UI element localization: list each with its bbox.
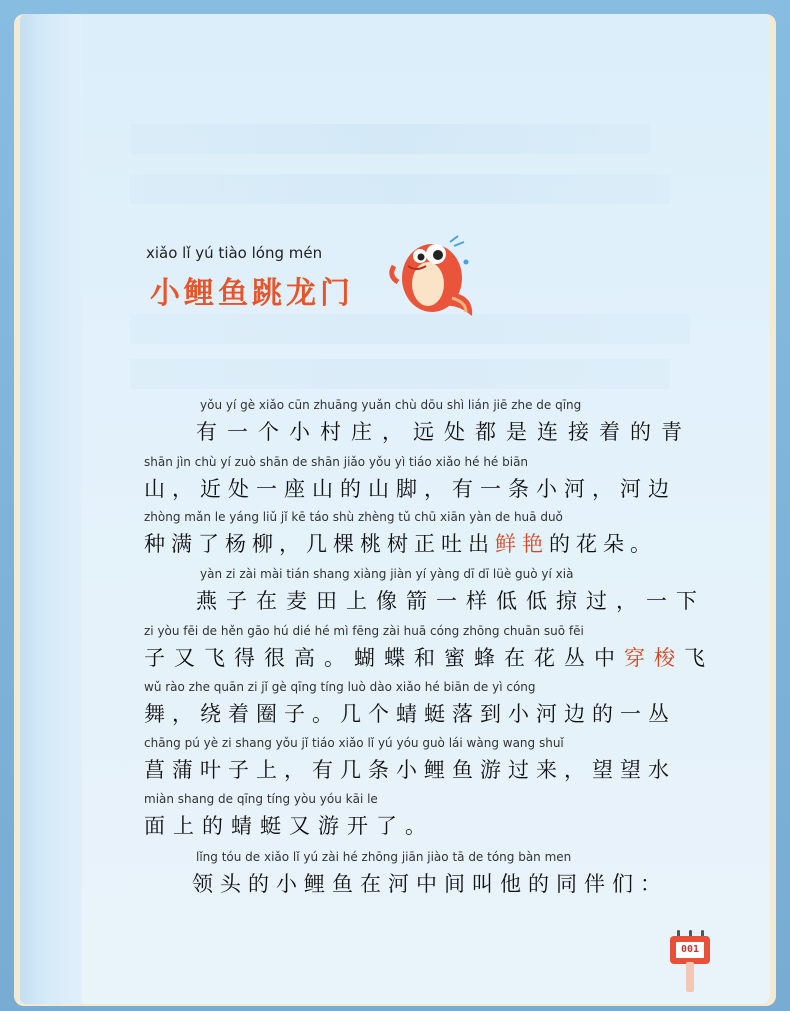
line-pinyin: lǐng tóu de xiǎo lǐ yú zài hé zhōng jiān jiào tā de tóng bàn men (196, 850, 572, 864)
line-text-before: 子又飞得很高。蝴蝶和蜜蜂在花丛中 (144, 646, 624, 670)
line-text: 菖蒲叶子上，有几条小鲤鱼游过来，望望水 (144, 758, 676, 782)
ghost-text-band (130, 359, 670, 389)
line-text: 领头的小鲤鱼在河中间叫他的同伴们： (192, 872, 668, 896)
line-pinyin: chāng pú yè zi shang yǒu jǐ tiáo xiǎo lǐ yú yóu guò lái wàng wang shuǐ (144, 736, 564, 750)
line-text-before: 种满了杨柳，几棵桃树正吐出 (144, 532, 495, 556)
ghost-text-band (130, 174, 670, 204)
text-line-8 (0, 792, 790, 852)
story-title: 小鲤鱼跳龙门 (150, 276, 354, 311)
line-text (144, 642, 714, 672)
line-text (144, 528, 657, 558)
line-text: 燕子在麦田上像箭一样低低掠过，一下 (196, 589, 706, 613)
line-pinyin: zhòng mǎn le yáng liǔ jǐ kē táo shù zhèng tǔ chū xiān yàn de huā duǒ (144, 510, 563, 524)
line-pinyin: yǒu yí gè xiǎo cūn zhuāng yuǎn chù dōu shì lián jiē zhe de qīng (200, 398, 582, 412)
line-pinyin: wǔ rào zhe quān zi jǐ gè qīng tíng luò dào xiǎo hé biān de yì cóng (144, 680, 536, 694)
line-pinyin: zi yòu fēi de hěn gāo hú dié hé mì fēng zài huā cóng zhōng chuān suō fēi (144, 624, 584, 638)
text-line-3 (0, 510, 790, 570)
carp-fish-illustration (388, 232, 484, 320)
ghost-text-band (130, 124, 650, 154)
line-text-after: 飞 (684, 646, 714, 670)
highlight-word: 穿梭 (624, 646, 684, 670)
text-line-5 (0, 624, 790, 684)
line-text: 面上的蜻蜓又游开了。 (144, 814, 434, 838)
line-pinyin: shān jìn chù yí zuò shān de shān jiǎo yǒu yì tiáo xiǎo hé hé biān (144, 455, 529, 469)
text-line-2 (0, 455, 790, 515)
line-text: 有一个小村庄，远处都是连接着的青 (196, 420, 692, 444)
badge-stem (686, 962, 694, 992)
page-number: 001 (676, 942, 704, 958)
text-line-9 (0, 850, 790, 910)
title-pinyin: xiǎo lǐ yú tiào lóng mén (146, 244, 323, 262)
text-line-1 (0, 398, 790, 458)
text-line-6 (0, 680, 790, 740)
highlight-word: 鲜艳 (495, 532, 549, 556)
line-pinyin: yàn zi zài mài tián shang xiàng jiàn yí yàng dī dī lüè guò yí xià (200, 567, 574, 581)
line-text: 舞，绕着圈子。几个蜻蜓落到小河边的一丛 (144, 702, 676, 726)
text-line-4 (0, 567, 790, 627)
line-text: 山，近处一座山的山脚，有一条小河，河边 (144, 477, 676, 501)
line-text-after: 的花朵。 (549, 532, 657, 556)
text-line-7 (0, 736, 790, 796)
line-pinyin: miàn shang de qīng tíng yòu yóu kāi le (144, 792, 378, 806)
